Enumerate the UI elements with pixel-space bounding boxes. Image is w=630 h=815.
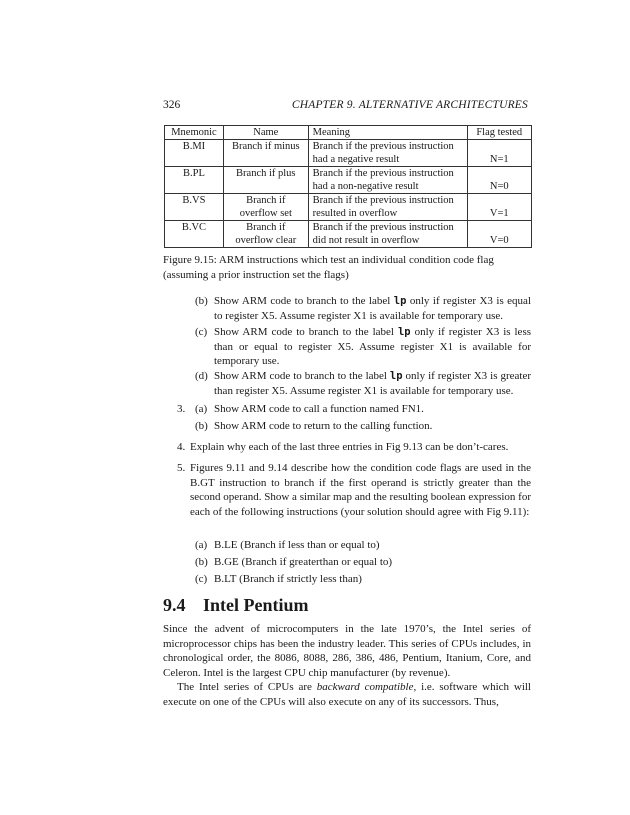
cell-mnemonic: B.VS	[165, 194, 224, 221]
item-label: (b)	[195, 295, 208, 307]
name-line: Branch if	[246, 222, 286, 233]
item-label: (b)	[195, 556, 208, 568]
exercise-number: 4.	[177, 441, 186, 453]
name-line: overflow clear	[235, 235, 297, 246]
exercise-number: 5.	[177, 462, 186, 474]
section-number: 9.4	[163, 595, 186, 615]
item-label: (d)	[195, 370, 208, 382]
cell-meaning	[308, 140, 467, 167]
table-row	[165, 140, 532, 167]
exercise-5: Figures 9.11 and 9.14 describe how the condition code flags are used in the B.GT instruction to branch if the first operand is strictly greater than the second operand. Show a similar map and the resulting boolean expression for each of the following instructions (your solution should agree with Fig 9.11):	[190, 462, 531, 518]
cell-meaning	[308, 221, 467, 248]
exercise-text: B.LE (Branch if less than or equal to)	[214, 539, 380, 551]
paragraph	[163, 680, 531, 709]
table-row	[165, 194, 532, 221]
col-header-flag: Flag tested	[467, 126, 532, 140]
cell-flag: N=1	[467, 140, 532, 167]
exercise-5b	[195, 555, 531, 570]
paragraph-text: , i.e. software which will execute on one of the CPUs will also execute on any of its successors. Thus,	[163, 681, 531, 708]
exercise-number: 3.	[177, 403, 186, 415]
exercise-text: B.GE (Branch if greaterthan or equal to)	[214, 556, 393, 568]
exercise-text: only if register X3 is greater than register X5. Assume register X1 is available for temporary use.	[214, 370, 531, 397]
meaning-line: had a negative result	[312, 154, 400, 165]
cell-flag: V=1	[467, 194, 532, 221]
exercise-text: only if register X3 is less than or equal to register X5. Assume register X1 is available for temporary use.	[214, 326, 532, 367]
cell-mnemonic: B.VC	[165, 221, 224, 248]
exercise-3b	[195, 419, 531, 434]
exercise-text: Show ARM code to branch to the label	[214, 295, 394, 307]
code-label: lp	[397, 326, 411, 338]
item-label: (c)	[195, 573, 208, 585]
cell-name: Branch if minus	[223, 140, 308, 167]
col-header-name: Name	[223, 126, 308, 140]
meaning-line: did not result in overflow	[312, 235, 420, 246]
cell-name	[223, 194, 308, 221]
flags-table	[164, 125, 532, 248]
item-label: (b)	[195, 420, 208, 432]
paragraph-text: The Intel series of CPUs are	[177, 681, 317, 693]
exercise-2b	[195, 294, 531, 323]
page-number: 326	[163, 99, 181, 111]
section-title: Intel Pentium	[203, 595, 309, 615]
code-label: lp	[389, 370, 403, 382]
paragraph: Since the advent of microcomputers in the late 1970’s, the Intel series of microprocessor chips has been the industry leader. This series of CPUs includes, in chronological order, the 8086, 8088, 286, 386, 486, Pentium, Itanium, Core, and Celeron. Intel is the largest CPU chip manufacturer (by revenue).	[163, 623, 531, 679]
figure-caption: Figure 9.15: ARM instructions which test an individual condition code flag (assuming a prior instruction set the flags)	[163, 254, 494, 281]
exercise-5a	[195, 538, 531, 553]
item-label: (a)	[195, 539, 208, 551]
cell-flag: V=0	[467, 221, 532, 248]
cell-name	[223, 221, 308, 248]
table-row	[165, 167, 532, 194]
emphasis-text: backward compatible	[316, 681, 414, 693]
cell-meaning	[308, 167, 467, 194]
meaning-line: Branch if the previous instruction	[312, 141, 454, 152]
col-header-mnemonic: Mnemonic	[165, 126, 224, 140]
item-label: (c)	[195, 326, 208, 338]
cell-mnemonic: B.PL	[165, 167, 224, 194]
meaning-line: Branch if the previous instruction	[312, 168, 454, 179]
exercise-text: Show ARM code to return to the calling function.	[214, 420, 433, 432]
meaning-line: Branch if the previous instruction	[312, 195, 454, 206]
name-line: overflow set	[239, 208, 292, 219]
col-header-meaning: Meaning	[308, 126, 467, 140]
table-header-row	[165, 126, 532, 140]
meaning-line: had a non-negative result	[312, 181, 419, 192]
cell-meaning	[308, 194, 467, 221]
exercise-2d	[195, 369, 531, 398]
exercise-text: only if register X3 is equal to register X5. Assume register X1 is available for temporary use.	[214, 295, 531, 322]
exercise-3a	[195, 402, 531, 417]
meaning-line: Branch if the previous instruction	[312, 222, 454, 233]
exercise-text: Show ARM code to branch to the label	[214, 326, 398, 338]
exercise-2c	[195, 325, 532, 369]
exercise-text: Show ARM code to branch to the label	[214, 370, 390, 382]
cell-name: Branch if plus	[223, 167, 308, 194]
cell-flag: N=0	[467, 167, 532, 194]
exercise-text: Show ARM code to call a function named FN1.	[214, 403, 424, 415]
exercise-4: Explain why each of the last three entries in Fig 9.13 can be don’t-cares.	[190, 441, 509, 453]
running-header: CHAPTER 9. ALTERNATIVE ARCHITECTURES	[291, 99, 528, 111]
table-row	[165, 221, 532, 248]
meaning-line: resulted in overflow	[312, 208, 398, 219]
cell-mnemonic: B.MI	[165, 140, 224, 167]
code-label: lp	[393, 295, 407, 307]
section-body	[163, 622, 531, 709]
item-label: (a)	[195, 403, 208, 415]
name-line: Branch if	[246, 195, 286, 206]
exercise-5c	[195, 572, 531, 587]
section-heading	[163, 595, 309, 616]
exercise-text: B.LT (Branch if strictly less than)	[214, 573, 362, 585]
